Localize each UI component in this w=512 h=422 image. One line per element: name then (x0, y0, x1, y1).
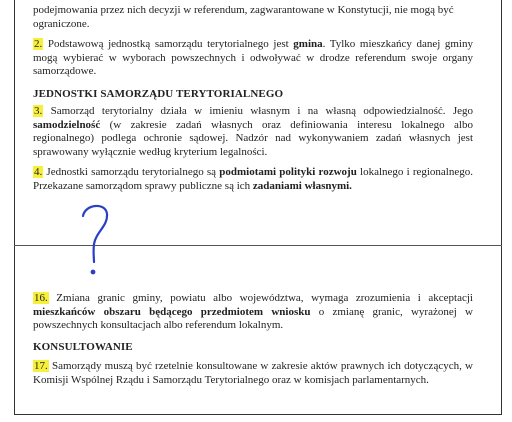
paragraph-17-number: 17. (34, 360, 48, 372)
paragraph-16-number: 16. (34, 292, 48, 304)
section-heading-jednostki: JEDNOSTKI SAMORZĄDU TERYTORIALNEGO (33, 87, 284, 100)
paragraph-16-bold: mieszkańców obszaru będącego przedmiotem wniosku (33, 305, 311, 318)
paragraph-3-bold: samodzielność (33, 118, 101, 131)
paragraph-3: 3. Samorząd terytorialny działa w imieniu własnym i na własną odpowiedzialność. Jego samodzielność (w zakresie zadań własnych oraz definiowania interesu lokalnego albo regionalnego) podlega ochronie sądowej. Nadzór nad wykonywaniem zadań własnych jest sprawowany wyłącznie według kryterium legalności. (33, 105, 473, 158)
document-lower-section (33, 292, 473, 387)
section-heading-konsultowanie: KONSULTOWANIE (33, 340, 133, 353)
paragraph-2-number: 2. (34, 38, 43, 50)
handwritten-question-mark-icon (76, 200, 116, 280)
document-upper-section (33, 4, 473, 193)
paragraph-2: 2. Podstawową jednostką samorządu terytorialnego jest gmina. Tylko mieszkańcy danej gminy mogą wybierać w wyborach powszechnych i odwoływać w drodze referendum swoje organy samorządowe. (33, 38, 473, 77)
paragraph-17: 17. Samorządy muszą być rzetelnie konsultowane w zakresie aktów prawnych ich dotyczących, w Komisji Wspólnej Rządu i Samorządu Terytorialnego oraz w komisjach parlamentarnych. (33, 360, 473, 386)
paragraph-16: 16. Zmiana granic gminy, powiatu albo województwa, wymaga zrozumienia i akceptacji mieszkańców obszaru będącego przedmiotem wniosku o zmianę granic, wyrażonej w powszechnych konsultacjach albo referendum lokalnym. (33, 292, 474, 331)
paragraph-2-bold: gmina (293, 38, 323, 50)
paragraph-4-bold: podmiotami polityki rozwoju (219, 166, 357, 178)
paragraph-4-bold-2: zadaniami własnymi. (252, 179, 352, 192)
paragraph-4-number: 4. (34, 166, 43, 178)
paragraph-4: 4. Jednostki samorządu terytorialnego są podmiotami polityki rozwoju lokalnego i regionalnego. Przekazane samorządom sprawy publiczne są ich zadaniami własnymi. (33, 166, 473, 192)
paragraph-1: podejmowania przez nich decyzji w referendum, zagwarantowane w Konstytucji, nie mogą być ograniczone. (33, 4, 454, 30)
paragraph-3-number: 3. (34, 105, 43, 117)
